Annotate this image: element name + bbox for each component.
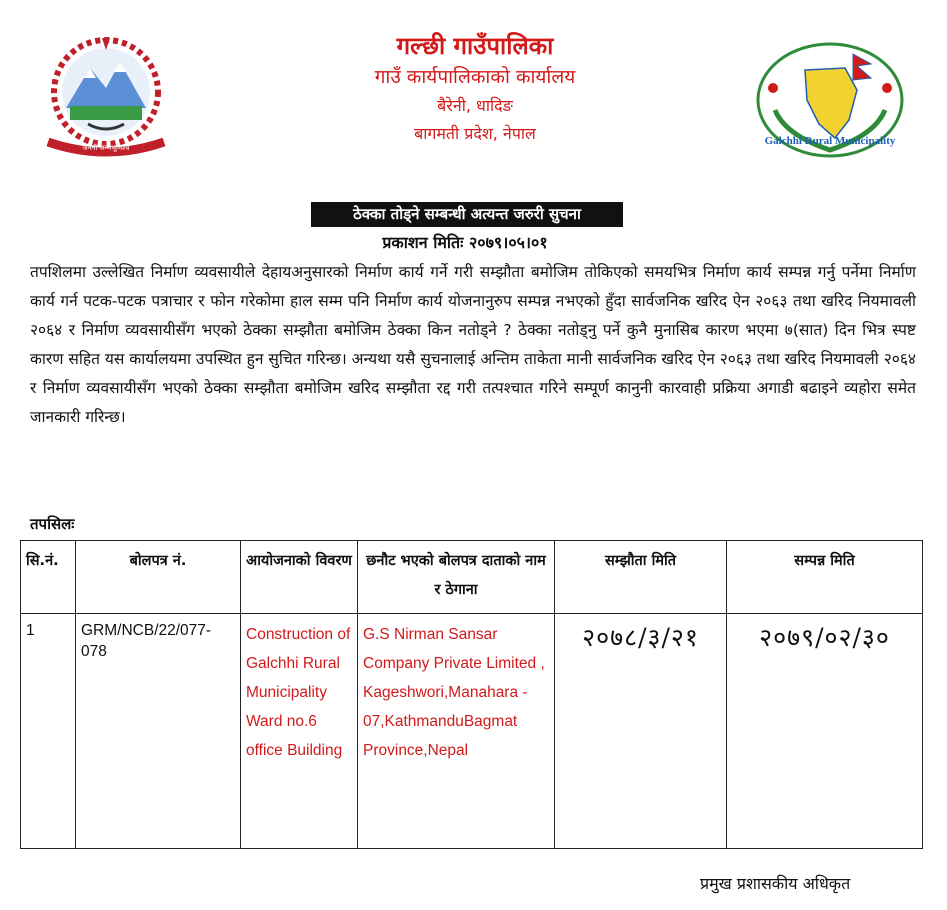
office-name: गाउँ कार्यपालिकाको कार्यालय — [374, 66, 576, 88]
header-bidder: छनौट भएको बोलपत्र दाताको नाम र ठेगाना — [358, 541, 555, 614]
signatory-title: प्रमुख प्रशासकीय अधिकृत — [700, 874, 851, 893]
letterhead — [300, 30, 650, 148]
header-agreement-date: सम्झौता मिति — [555, 541, 727, 614]
municipality-logo-text: Galchhi Rural Municipality — [764, 135, 896, 147]
municipality-name: गल्छी गाउँपालिका — [396, 32, 554, 60]
cell-agreement-date: २०७८/३/२१ — [555, 614, 727, 849]
notice-title: ठेक्का तोड्ने सम्बन्धी अत्यन्त जरुरी सुचना — [311, 202, 623, 227]
cell-sn: 1 — [21, 614, 76, 849]
table-row — [21, 614, 923, 849]
schedule-table — [20, 540, 923, 849]
publish-date: प्रकाशन मितिः २०७९।०५।०१ — [382, 233, 548, 252]
cell-bid-no: GRM/NCB/22/077-078 — [76, 614, 241, 849]
notice-body: तपशिलमा उल्लेखित निर्माण व्यवसायीले देहायअनुसारको निर्माण कार्य गर्ने गरी सम्झौता बमोजिम तोकिएको समयभित्र निर्माण कार्य सम्पन्न गर्नु पर्नेमा निर्माण कार्य गर्न पटक-पटक पत्राचार र फोन गरेकोमा हाल सम्म पनि निर्माण कार्य योजनानुरुप सम्पन्न नभएको हुँदा सार्वजनिक खरिद ऐन २०६३ तथा खरिद नियमावली २०६४ र निर्माण व्यवसायीसँग भएको ठेक्का सम्झौता बमोजिम ठेक्का किन नतोड्ने ? ठेक्का नतोड्नु पर्ने कुनै मुनासिब कारण भएमा ७(सात) दिन भित्र स्पष्ट कारण सहित यस कार्यालयमा उपस्थित हुन सुचित गरिन्छ। अन्यथा यसै सुचनालाई अन्तिम ताकेता मानी सार्वजनिक खरिद ऐन २०६३ तथा खरिद नियमावली २०६४ र निर्माण व्यवसायीसँग भएको ठेक्का सम्झौता बमोजिम खरिद सम्झौता रद्द गरी तत्पश्चात गरिने सम्पूर्ण कानुनी कारवाही प्रक्रिया अगाडी बढाइने व्यहोरा समेत जानकारी गरिन्छ। — [30, 263, 916, 426]
header-bid-no: बोलपत्र नं. — [76, 541, 241, 614]
schedule-label: तपसिलः — [30, 515, 75, 533]
municipality-logo — [745, 40, 915, 160]
cell-completion-date: २०७९/०२/३० — [727, 614, 923, 849]
table-header-row — [21, 541, 923, 614]
header-completion-date: सम्पन्न मिति — [727, 541, 923, 614]
nepal-government-emblem — [28, 30, 188, 160]
header-sn: सि.नं. — [21, 541, 76, 614]
cell-project: Construction of Galchhi Rural Municipality Ward no.6 office Building — [241, 614, 358, 849]
office-address: बैरेनी, धादिङ — [437, 96, 513, 115]
header-project: आयोजनाको विवरण — [241, 541, 358, 614]
svg-text:जननी जन्मभूमिश्च: जननी जन्मभूमिश्च — [82, 144, 130, 152]
province-name: बागमती प्रदेश, नेपाल — [414, 124, 536, 143]
cell-bidder: G.S Nirman Sansar Company Private Limited , Kageshwori,Manahara - 07,KathmanduBagmat Province,Nepal — [358, 614, 555, 849]
